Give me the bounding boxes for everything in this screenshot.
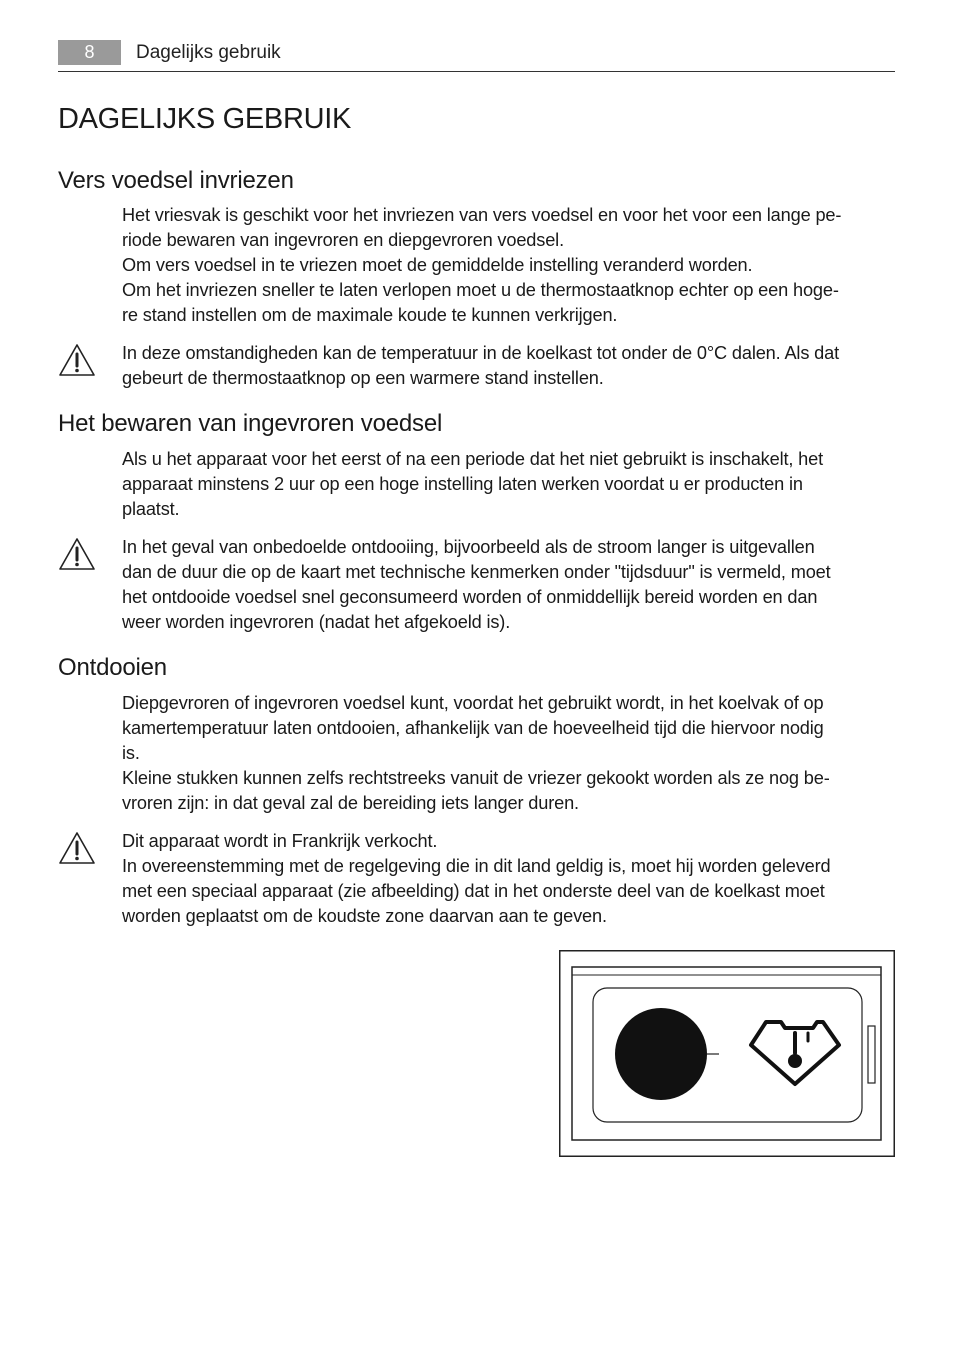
page-header	[58, 40, 895, 72]
text-line: kamertemperatuur laten ontdooien, afhankelijk van de hoeveelheid tijd die hiervoor nodig	[122, 718, 824, 738]
section-heading-bewaren: Het bewaren van ingevroren voedsel	[58, 410, 443, 437]
text-line: Om het invriezen sneller te laten verlopen moet u de thermostaatknop echter op een hoge-	[122, 280, 839, 300]
text-line: plaatst.	[122, 499, 180, 519]
text-line: In deze omstandigheden kan de temperatuur in de koelkast tot onder de 0°C dalen. Als dat	[122, 343, 839, 363]
text-line: Als u het apparaat voor het eerst of na een periode dat het niet gebruikt is inschakelt, het	[122, 449, 824, 469]
text-line: worden geplaatst om de koudste zone daarvan aan te geven.	[122, 906, 607, 926]
section-heading-ontdooien: Ontdooien	[58, 654, 167, 681]
section-heading-vers-voedsel: Vers voedsel invriezen	[58, 167, 294, 194]
page-title: DAGELIJKS GEBRUIK	[58, 103, 352, 135]
text-line: Kleine stukken kunnen zelfs rechtstreeks vanuit de vriezer gekookt worden als ze nog be-	[122, 768, 830, 788]
warning-text-bewaren	[122, 535, 894, 635]
text-line: het ontdooide voedsel snel geconsumeerd worden of onmiddellijk bereid worden en dan	[122, 587, 818, 607]
text-line: In het geval van onbedoelde ontdooiing, bijvoorbeeld als de stroom langer is uitgevallen	[122, 537, 815, 557]
header-title: Dagelijks gebruik	[136, 42, 281, 63]
text-line: met een speciaal apparaat (zie afbeelding) dat in het onderste deel van de koelkast moet	[122, 881, 825, 901]
section-text-vers-voedsel	[122, 203, 894, 328]
text-line: gebeurt de thermostaatknop op een warmere stand instellen.	[122, 368, 604, 388]
warning-triangle-icon	[58, 343, 96, 377]
text-line: Het vriesvak is geschikt voor het invriezen van vers voedsel en voor het voor een lange pe-	[122, 205, 842, 225]
warning-triangle-icon	[58, 537, 96, 571]
text-line: is.	[122, 743, 140, 763]
indicator-black-dot	[615, 1008, 707, 1100]
text-line: dan de duur die op de kaart met technische kenmerken onder "tijdsduur" is vermeld, moet	[122, 562, 831, 582]
section-text-ontdooien	[122, 691, 894, 816]
text-line: Om vers voedsel in te vriezen moet de gemiddelde instelling veranderd worden.	[122, 255, 753, 275]
temperature-indicator-figure	[559, 950, 895, 1157]
warning-triangle-icon	[58, 831, 96, 865]
text-line: In overeenstemming met de regelgeving die in dit land geldig is, moet hij worden geleverd	[122, 856, 831, 876]
text-line: riode bewaren van ingevroren en diepgevroren voedsel.	[122, 230, 564, 250]
text-line: apparaat minstens 2 uur op een hoge instelling laten werken voordat u er producten in	[122, 474, 803, 494]
text-line: vroren zijn: in dat geval zal de bereiding iets langer duren.	[122, 793, 579, 813]
text-line: weer worden ingevroren (nadat het afgekoeld is).	[122, 612, 511, 632]
warning-text-ontdooien	[122, 829, 894, 929]
section-text-bewaren	[122, 447, 894, 522]
page-number: 8	[58, 40, 121, 65]
warning-text-vers-voedsel	[122, 341, 894, 391]
text-line: Diepgevroren of ingevroren voedsel kunt, voordat het gebruikt wordt, in het koelvak of op	[122, 693, 824, 713]
text-line: re stand instellen om de maximale koude te kunnen verkrijgen.	[122, 305, 618, 325]
text-line: Dit apparaat wordt in Frankrijk verkocht.	[122, 831, 438, 851]
